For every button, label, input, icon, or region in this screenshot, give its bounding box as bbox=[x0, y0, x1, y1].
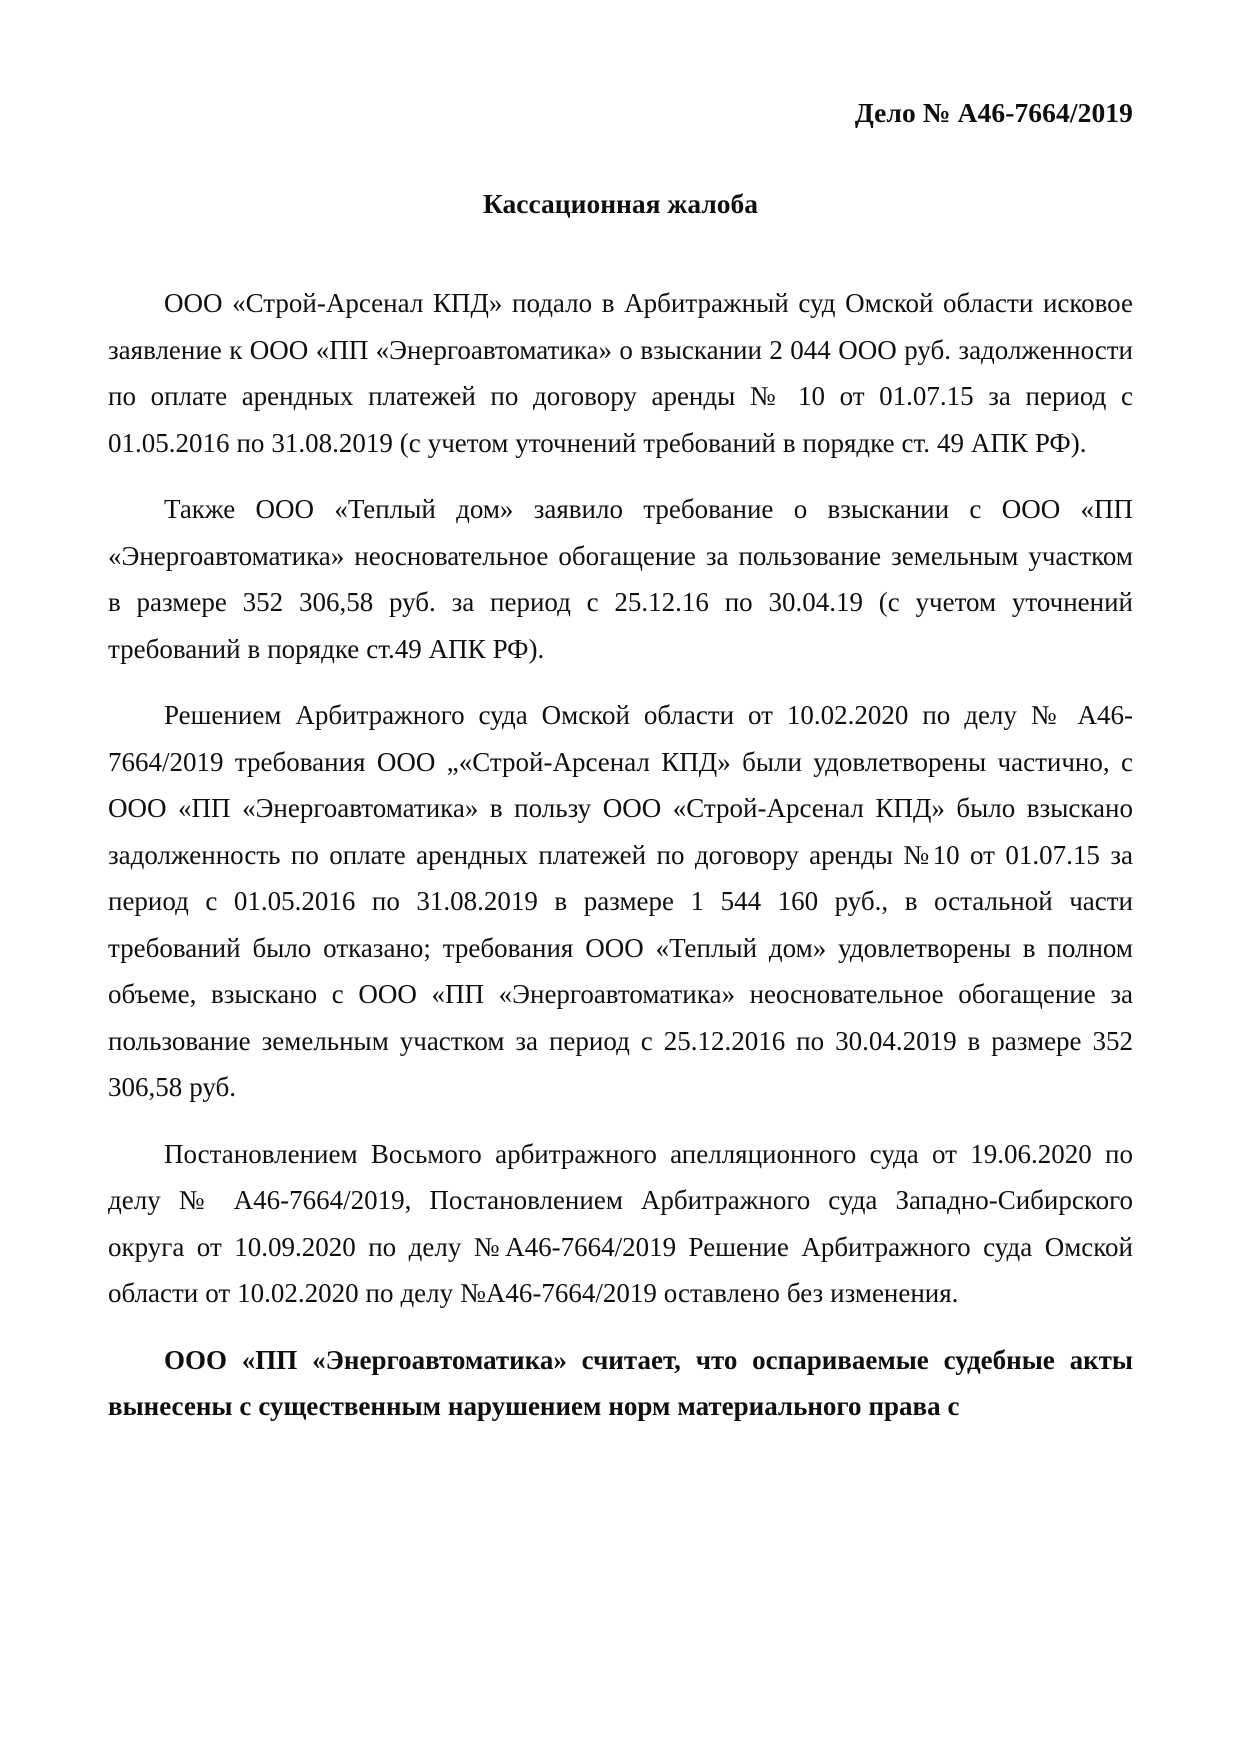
body-paragraph-2: Также ООО «Теплый дом» заявило требование о взыскании с ООО «ПП «Энергоавтоматика» неосновательное обогащение за пользование земельным участком в размере 352 306,58 руб. за период с 25.12.16 по 30.04.19 (с учетом уточнений требований в порядке ст.49 АПК РФ). bbox=[108, 494, 1133, 664]
body-paragraph-4: Постановлением Восьмого арбитражного апелляционного суда от 19.06.2020 по делу № А46-7664/2019, Постановлением Арбитражного суда Западно-Сибирского округа от 10.09.2020 по делу №А46-7664/2019 Решение Арбитражного суда Омской области от 10.02.2020 по делу №А46-7664/2019 оставлено без изменения. bbox=[108, 1138, 1133, 1309]
body-paragraph-1: ООО «Строй-Арсенал КПД» подало в Арбитражный суд Омской области исковое заявление к ООО «ПП «Энергоавтоматика» о взыскании 2 044 ООО руб. задолженности по оплате арендных платежей по договору аренды № 10 от 01.07.15 за период с 01.05.2016 по 31.08.2019 (с учетом уточнений требований в порядке ст. 49 АПК РФ). bbox=[108, 288, 1133, 458]
body-paragraph-5-bold: ООО «ПП «Энергоавтоматика» считает, что оспариваемые судебные акты вынесены с существенным нарушением норм материального права с bbox=[108, 1344, 1133, 1422]
case-number-header: Дело № А46-7664/2019 bbox=[854, 97, 1133, 128]
body-paragraph-3: Решением Арбитражного суда Омской области от 10.02.2020 по делу № А46-7664/2019 требования ООО „«Строй-Арсенал КПД» были удовлетворены частично, с ООО «ПП «Энергоавтоматика» в пользу ООО «Строй-Арсенал КПД» было взыскано задолженность по оплате арендных платежей по договору аренды №10 от 01.07.15 за период с 01.05.2016 по 31.08.2019 в размере 1 544 160 руб., в остальной части требований было отказано; требования ООО «Теплый дом» удовлетворены в полном объеме, взыскано с ООО «ПП «Энергоавтоматика» неосновательное обогащение за пользование земельным участком за период с 25.12.2016 по 30.04.2019 в размере 352 306,58 руб. bbox=[108, 700, 1133, 1103]
document-title: Кассационная жалоба bbox=[482, 188, 759, 220]
